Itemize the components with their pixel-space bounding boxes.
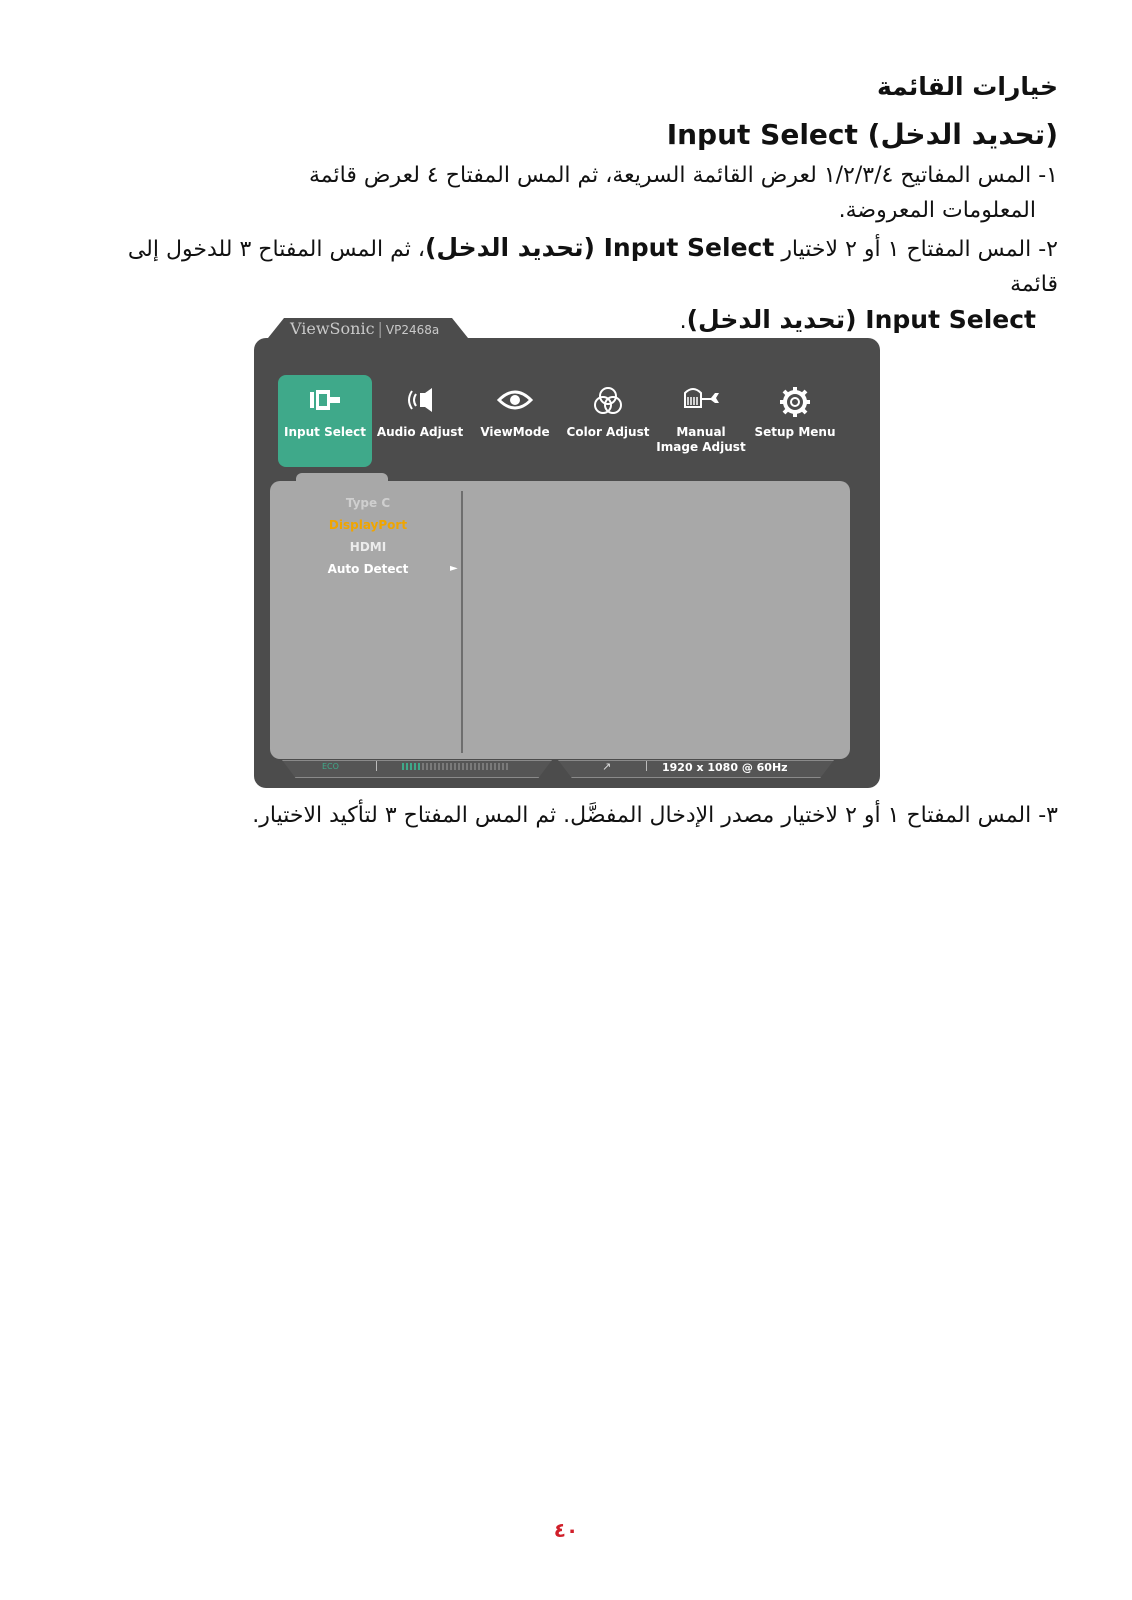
submenu-item-auto-detect[interactable]: Auto Detect xyxy=(327,562,409,576)
step-2-bold: Input Select (تحديد الدخل) xyxy=(424,233,775,262)
gear-icon xyxy=(778,385,812,419)
menu-label: Color Adjust xyxy=(566,425,650,439)
panel-tab xyxy=(296,473,388,485)
menu-color-adjust[interactable] xyxy=(561,375,655,467)
osd-frame xyxy=(254,338,880,788)
page-subtitle: Input Select (تحديد الدخل) xyxy=(666,118,1058,151)
menu-label: Manual Image Adjust xyxy=(656,425,746,454)
eye-icon xyxy=(495,385,535,415)
menu-audio-adjust[interactable] xyxy=(373,375,467,467)
submenu-item-displayport[interactable]: DisplayPort xyxy=(328,518,408,532)
eco-icon: ECO xyxy=(322,762,339,771)
resolution-readout: 1920 x 1080 @ 60Hz xyxy=(662,761,788,774)
submenu-panel xyxy=(270,481,850,759)
brand-label xyxy=(290,319,439,338)
menu-label: Input Select xyxy=(284,425,366,439)
section-title: خيارات القائمة xyxy=(876,72,1058,101)
menu-viewmode[interactable] xyxy=(468,375,562,467)
step-1-line-1: ١- المس المفاتيح ١/٢/٣/٤ لعرض القائمة السريعة، ثم المس المفتاح ٤ لعرض قائمة xyxy=(309,163,1058,188)
brand-separator: | xyxy=(377,319,383,338)
footer-separator-2 xyxy=(646,761,647,771)
brand-name: ViewSonic xyxy=(290,319,375,338)
step-2-prefix: ٢- المس المفتاح ١ أو ٢ لاختيار xyxy=(781,237,1058,262)
page-number: ٤٠ xyxy=(553,1518,579,1542)
osd-menu-bar xyxy=(278,375,858,471)
menu-label: ViewMode xyxy=(480,425,550,439)
step-1 xyxy=(98,158,1058,228)
step-2-line-2-bold: Input Select (تحديد الدخل) xyxy=(686,305,1036,334)
speaker-icon xyxy=(400,385,440,415)
volume-level-fill xyxy=(402,763,421,770)
submenu-item-type-c[interactable]: Type C xyxy=(345,496,391,510)
volume-level-bar xyxy=(402,763,508,770)
step-1-line-2: المعلومات المعروضة. xyxy=(838,198,1036,223)
osd-footer xyxy=(282,756,834,778)
external-link-icon: ↗ xyxy=(602,760,612,773)
submenu-item-hdmi[interactable]: HDMI xyxy=(349,540,387,554)
model-name: VP2468a xyxy=(385,323,440,337)
step-3: ٣- المس المفتاح ١ أو ٢ لاختيار مصدر الإدخال المفضَّل. ثم المس المفتاح ٣ لتأكيد الاختيار. xyxy=(252,803,1058,828)
menu-setup-menu[interactable] xyxy=(748,375,842,467)
step-2-line-2-end: . xyxy=(679,309,687,334)
menu-label: Setup Menu xyxy=(754,425,836,439)
step-2-suffix: ، ثم المس المفتاح ٣ للدخول إلى قائمة xyxy=(127,237,1058,297)
menu-input-select[interactable] xyxy=(278,375,372,467)
tools-icon xyxy=(679,385,723,415)
color-circles-icon xyxy=(590,385,626,417)
input-icon xyxy=(307,385,343,415)
panel-divider xyxy=(461,491,463,753)
menu-manual-image-adjust[interactable] xyxy=(654,375,748,467)
menu-label: Audio Adjust xyxy=(376,425,464,439)
footer-separator xyxy=(376,761,377,771)
submenu-arrow-icon: ► xyxy=(450,563,458,574)
osd-screenshot xyxy=(254,318,880,788)
